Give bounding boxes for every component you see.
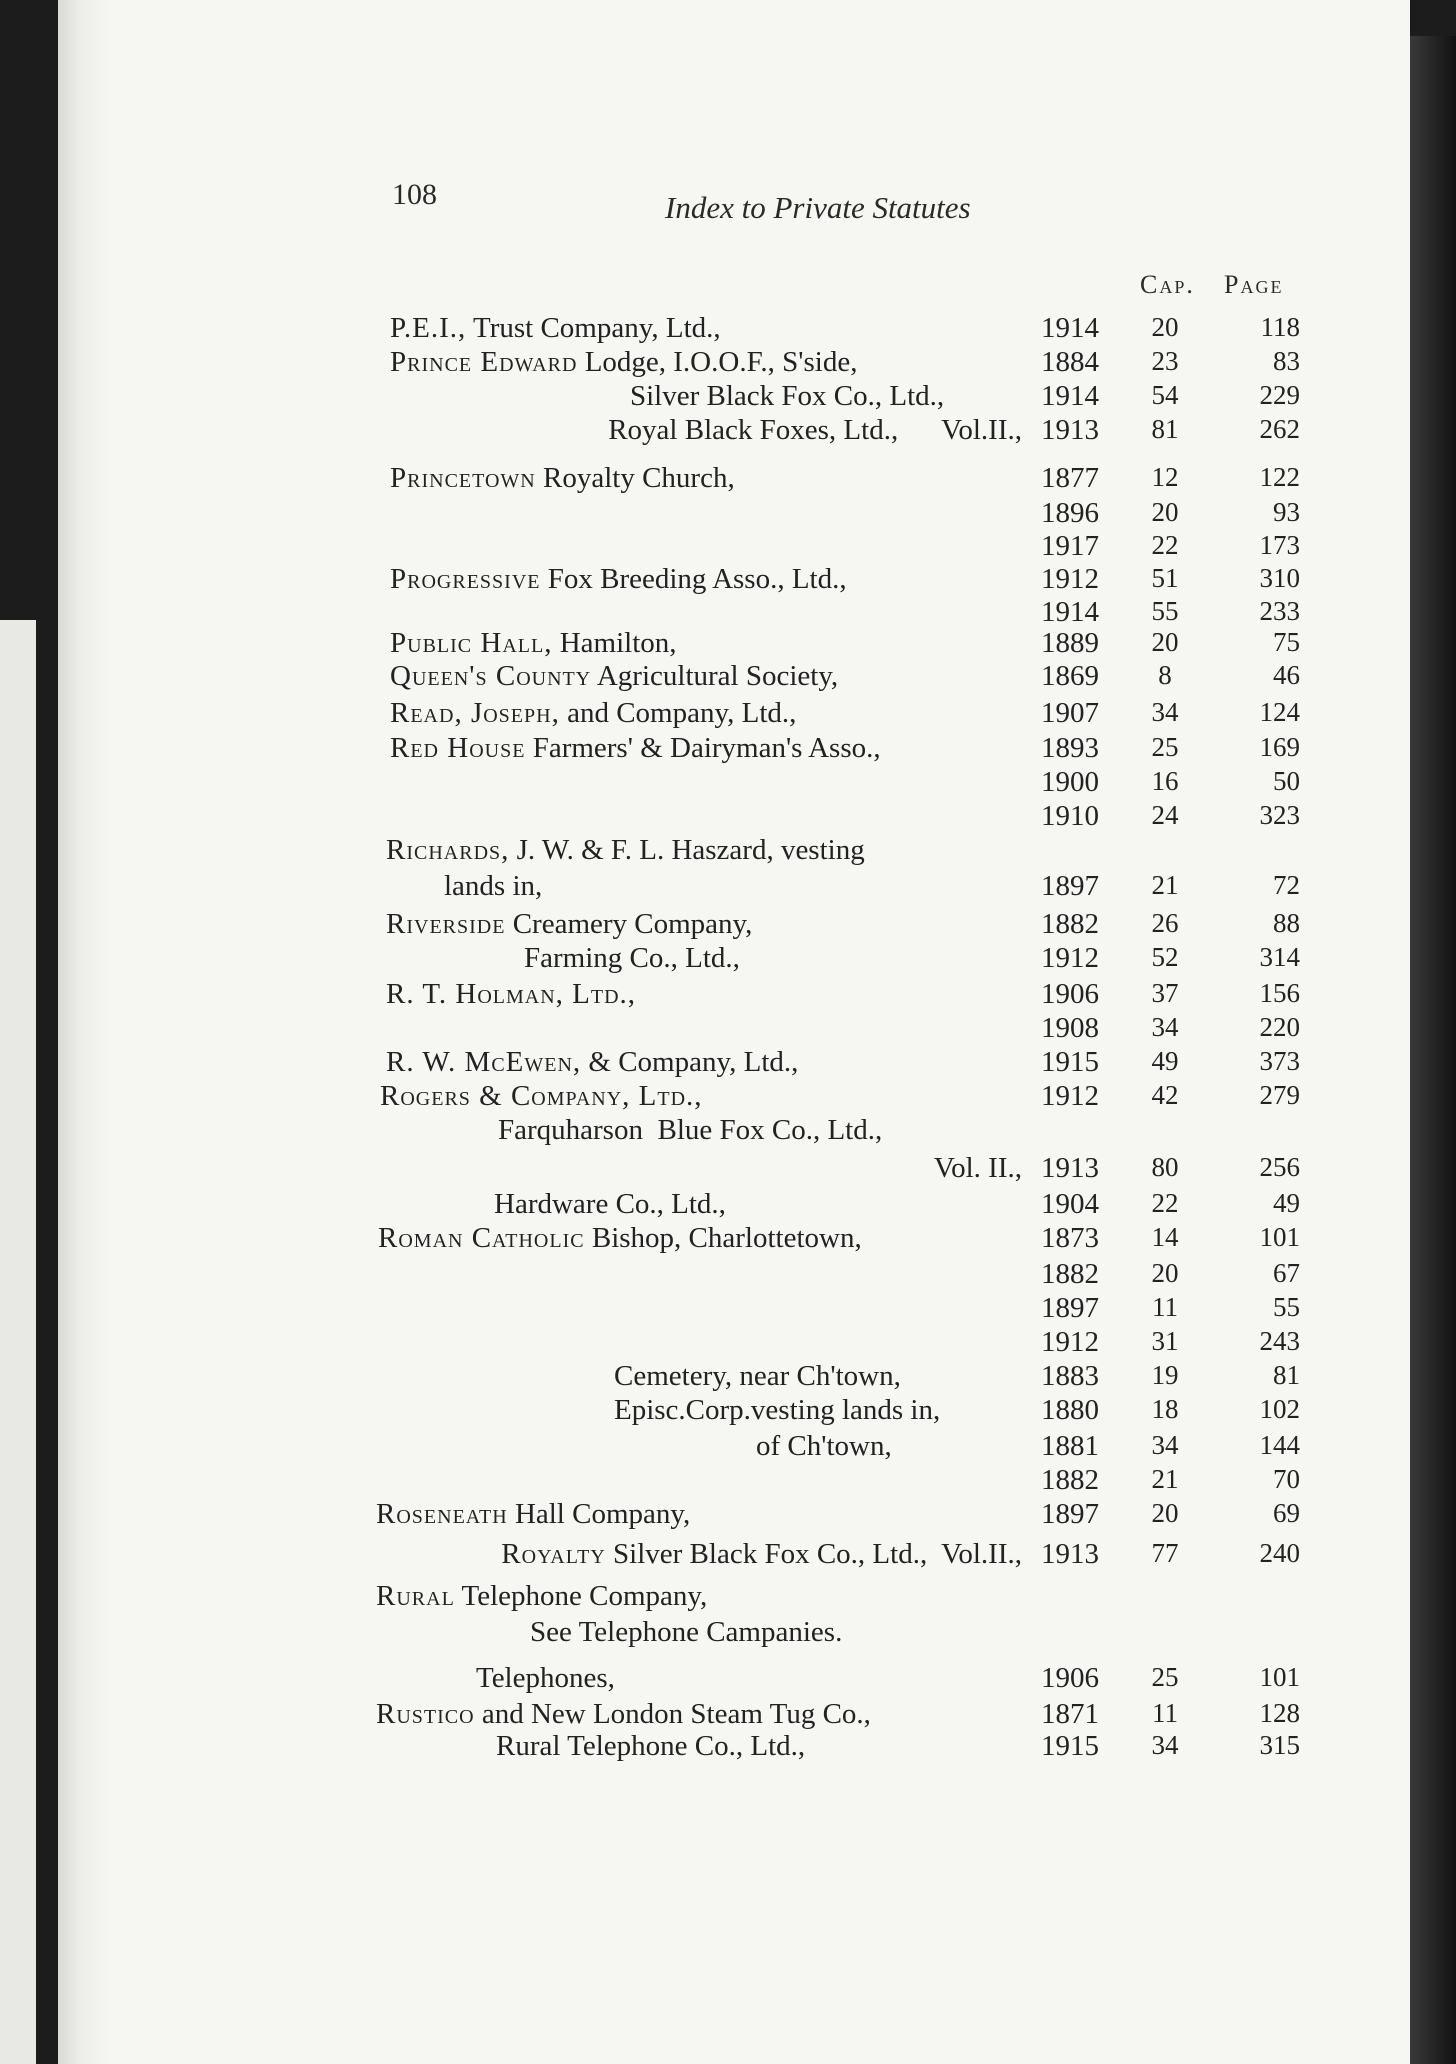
entry-page: 122 [1259,462,1300,492]
entry-page: 101 [1259,1662,1300,1692]
entry-description: Telephone Company, [454,1580,708,1612]
entry-year: 1906 [1041,978,1099,1010]
entry-chapter: 14 [1151,1222,1179,1252]
entry-description: and Company, Ltd., [559,697,797,729]
entry-text [614,1394,940,1427]
entry-chapter: 22 [1151,1188,1179,1218]
entry-description: Hardware Co., Ltd., [494,1188,726,1220]
entry-description: and New London Steam Tug Co., [474,1698,871,1730]
entry-description: Telephones, [476,1662,615,1694]
entry-page: 262 [1259,414,1300,444]
entry-description: See Telephone Campanies. [530,1616,843,1648]
running-title: Index to Private Statutes [665,190,971,225]
entry-name: Rogers & Company, Ltd., [380,1080,703,1112]
entry-chapter: 54 [1151,380,1179,410]
entry-year: 1914 [1041,312,1099,344]
entry-page: 128 [1259,1698,1300,1728]
entry-description: Fox Breeding Asso., Ltd., [540,563,847,595]
entry-year: 1915 [1041,1730,1099,1762]
entry-name: Roseneath [376,1498,508,1530]
cap-column-header: Cap. [1140,270,1195,299]
entry-chapter: 26 [1151,908,1179,938]
entry-chapter: 52 [1151,942,1179,972]
index-entry-row [0,1430,1456,1464]
index-entry-row [0,380,1456,414]
entry-text [530,1616,842,1649]
entry-chapter: 51 [1151,563,1179,593]
entry-description: Silver Black Fox Co., Ltd., [630,380,945,412]
entry-year: 1913 [1041,1152,1099,1184]
entry-name: Prince Edward [390,346,578,378]
entry-year: 1877 [1041,462,1099,494]
entry-year: 1917 [1041,530,1099,562]
entry-page: 144 [1259,1430,1300,1460]
index-entry-row [0,1698,1456,1732]
entry-chapter: 81 [1151,414,1179,444]
entry-text [934,1152,1022,1185]
entry-text [390,346,857,379]
entry-chapter: 16 [1151,766,1179,796]
entry-chapter: 11 [1152,1698,1178,1728]
entry-name: Princetown [390,462,536,494]
entry-text [756,1430,892,1463]
index-entry-row [0,1538,1456,1572]
entry-chapter: 34 [1151,1430,1179,1460]
entry-year: 1897 [1041,1498,1099,1530]
entry-description: Agricultural Society, [591,660,839,692]
entry-year: 1873 [1041,1222,1099,1254]
entry-description: Hall Company, [507,1498,691,1530]
entry-chapter: 12 [1151,462,1179,492]
entry-description: & Company, Ltd., [581,1046,799,1078]
entry-text [614,1360,901,1393]
entry-name: Richards, [386,834,510,866]
entry-chapter: 19 [1151,1360,1179,1390]
entry-name: Riverside [386,908,506,940]
entry-page: 169 [1259,732,1300,762]
entry-page: 69 [1273,1498,1300,1528]
entry-text [386,978,636,1011]
entry-page: 67 [1273,1258,1300,1288]
entry-text [608,414,1022,447]
entry-text [390,732,881,765]
entry-name: Royalty [501,1538,606,1570]
entry-chapter: 11 [1152,1292,1178,1322]
index-entry-row [0,1152,1456,1186]
entry-year: 1914 [1041,596,1099,628]
index-entry-row [0,530,1456,564]
index-entry-row [0,563,1456,597]
index-entry-row [0,908,1456,942]
entry-text [390,697,796,730]
entry-text [376,1698,871,1731]
entry-text [494,1188,726,1221]
entry-text [524,942,740,975]
entry-year: 1869 [1041,660,1099,692]
entry-year: 1912 [1041,942,1099,974]
entry-year: 1913 [1041,414,1099,446]
entry-page: 240 [1259,1538,1300,1568]
entry-description: Bishop, Charlottetown, [584,1222,862,1254]
index-entry-row [0,312,1456,346]
index-entry-row [0,834,1456,868]
entry-page: 373 [1259,1046,1300,1076]
entry-year: 1897 [1041,1292,1099,1324]
entry-description: Vol. II., [933,1152,1022,1184]
index-entry-row [0,1498,1456,1532]
entry-text [444,870,542,903]
entry-text [386,1046,798,1079]
entry-chapter: 20 [1151,1498,1179,1528]
entry-text [498,1114,882,1147]
entry-chapter: 22 [1151,530,1179,560]
index-entry-row [0,660,1456,694]
entry-text [376,1580,707,1613]
entry-chapter: 34 [1151,1730,1179,1760]
entry-year: 1882 [1041,908,1099,940]
index-entry-row [0,627,1456,661]
entry-name: Progressive [390,563,541,595]
entry-description: Farmers' & Dairyman's Asso., [525,732,881,764]
entry-chapter: 20 [1151,497,1179,527]
entry-year: 1910 [1041,800,1099,832]
entry-chapter: 8 [1158,660,1172,690]
entry-year: 1912 [1041,1080,1099,1112]
entry-text [390,462,735,495]
page-number: 108 [392,178,437,211]
entry-name: Red House [390,732,526,764]
index-entry-row [0,800,1456,834]
index-entry-row [0,1730,1456,1764]
entry-year: 1880 [1041,1394,1099,1426]
index-entry-row [0,1258,1456,1292]
entry-page: 314 [1259,942,1300,972]
entry-text [496,1730,805,1763]
entry-page: 124 [1259,697,1300,727]
entry-text [501,1538,1022,1571]
entry-chapter: 34 [1151,697,1179,727]
index-entry-row [0,942,1456,976]
entry-year: 1900 [1041,766,1099,798]
entry-chapter: 31 [1151,1326,1179,1356]
entry-page: 83 [1273,346,1300,376]
entry-page: 310 [1259,563,1300,593]
entry-year: 1893 [1041,732,1099,764]
entry-chapter: 24 [1151,800,1179,830]
entry-text [378,1222,862,1255]
entry-description: of Ch'town, [756,1430,892,1462]
entry-page: 75 [1273,627,1300,657]
entry-page: 323 [1259,800,1300,830]
entry-year: 1915 [1041,1046,1099,1078]
index-entry-row [0,1616,1456,1650]
entry-page: 118 [1260,312,1300,342]
entry-year: 1912 [1041,1326,1099,1358]
entry-chapter: 21 [1151,870,1179,900]
entry-page: 243 [1259,1326,1300,1356]
entry-page: 233 [1259,596,1300,626]
entry-page: 279 [1259,1080,1300,1110]
entry-chapter: 20 [1151,627,1179,657]
entry-text [386,908,752,941]
entry-year: 1897 [1041,870,1099,902]
entry-chapter: 80 [1151,1152,1179,1182]
entry-year: 1884 [1041,346,1099,378]
index-entry-row [0,1114,1456,1148]
entry-description: J. W. & F. L. Haszard, vesting [509,834,865,866]
entry-name: Roman Catholic [378,1222,585,1254]
index-entry-row [0,766,1456,800]
entry-text [380,1080,703,1113]
entry-page: 88 [1273,908,1300,938]
index-entry-row [0,978,1456,1012]
index-entry-row [0,1580,1456,1614]
index-entry-row [0,1292,1456,1326]
entry-year: 1871 [1041,1698,1099,1730]
entry-chapter: 25 [1151,732,1179,762]
entry-page: 315 [1259,1730,1300,1760]
index-entry-row [0,732,1456,766]
index-entry-row [0,346,1456,380]
entry-page: 81 [1273,1360,1300,1390]
entry-text [390,563,847,596]
entry-chapter: 49 [1151,1046,1179,1076]
index-entry-row [0,697,1456,731]
entry-chapter: 42 [1151,1080,1179,1110]
entry-name: Read, Joseph, [390,697,560,729]
entry-name: P.E.I., [390,312,467,344]
entry-year: 1883 [1041,1360,1099,1392]
index-entry-row [0,1662,1456,1696]
index-entry-row [0,1080,1456,1114]
entry-description: Trust Company, Ltd., [466,312,721,344]
index-entry-row [0,1360,1456,1394]
index-entry-row [0,1188,1456,1222]
entry-chapter: 23 [1151,346,1179,376]
entry-page: 49 [1273,1188,1300,1218]
entry-page: 93 [1273,497,1300,527]
entry-description: lands in, [444,870,543,902]
entry-page: 46 [1273,660,1300,690]
entry-page: 156 [1259,978,1300,1008]
entry-chapter: 55 [1151,596,1179,626]
entry-chapter: 21 [1151,1464,1179,1494]
entry-description: Creamery Company, [505,908,753,940]
page-column-header: Page [1224,270,1284,299]
entry-name: R. T. Holman, Ltd., [386,978,637,1010]
entry-text [476,1662,615,1695]
entry-page: 229 [1259,380,1300,410]
entry-text [390,312,721,345]
entry-chapter: 34 [1151,1012,1179,1042]
entry-description: Farming Co., Ltd., [524,942,740,974]
entry-description: Episc.Corp.vesting lands in, [614,1394,941,1426]
index-entry-row [0,1326,1456,1360]
entry-year: 1881 [1041,1430,1099,1462]
entry-page: 55 [1273,1292,1300,1322]
entry-name: Queen's County [390,660,592,692]
entry-page: 70 [1273,1464,1300,1494]
entry-description: Lodge, I.O.O.F., S'side, [577,346,858,378]
entry-year: 1896 [1041,497,1099,529]
entry-name: R. W. McEwen, [386,1046,582,1078]
entry-page: 72 [1273,870,1300,900]
entry-page: 101 [1259,1222,1300,1252]
entry-year: 1882 [1041,1464,1099,1496]
entry-page: 102 [1259,1394,1300,1424]
entry-text [390,627,677,660]
entry-page: 256 [1259,1152,1300,1182]
entry-page: 220 [1259,1012,1300,1042]
index-entry-row [0,1012,1456,1046]
index-entry-row [0,414,1456,448]
entry-description: Royal Black Foxes, Ltd., Vol.II., [608,414,1022,446]
index-entry-row [0,1222,1456,1256]
entry-year: 1907 [1041,697,1099,729]
entry-text [630,380,944,413]
entry-chapter: 77 [1151,1538,1179,1568]
entry-year: 1908 [1041,1012,1099,1044]
entry-chapter: 18 [1151,1394,1179,1424]
entry-description: Rural Telephone Co., Ltd., [496,1730,806,1762]
entry-description: Farquharson Blue Fox Co., Ltd., [498,1114,883,1146]
entry-text [376,1498,690,1531]
entry-page: 173 [1259,530,1300,560]
entry-page: 50 [1273,766,1300,796]
index-entry-row [0,1394,1456,1428]
entry-description: Royalty Church, [535,462,735,494]
entry-year: 1913 [1041,1538,1099,1570]
entry-year: 1914 [1041,380,1099,412]
index-entry-row [0,1464,1456,1498]
entry-name: Rustico [376,1698,475,1730]
entry-name: Rural [376,1580,455,1612]
entry-year: 1904 [1041,1188,1099,1220]
entry-chapter: 25 [1151,1662,1179,1692]
entry-chapter: 20 [1151,312,1179,342]
index-entry-row [0,596,1456,630]
entry-name: Public Hall, [390,627,553,659]
index-entry-row [0,870,1456,904]
entry-year: 1912 [1041,563,1099,595]
index-entry-row [0,497,1456,531]
entry-year: 1882 [1041,1258,1099,1290]
entry-text [386,834,865,867]
entry-year: 1906 [1041,1662,1099,1694]
index-entry-row [0,1046,1456,1080]
entry-chapter: 37 [1151,978,1179,1008]
index-entry-row [0,462,1456,496]
entry-description: Hamilton, [552,627,677,659]
entry-description: Cemetery, near Ch'town, [614,1360,901,1392]
entry-description: Silver Black Fox Co., Ltd., Vol.II., [605,1538,1022,1570]
entry-year: 1889 [1041,627,1099,659]
entry-text [390,660,838,693]
entry-chapter: 20 [1151,1258,1179,1288]
